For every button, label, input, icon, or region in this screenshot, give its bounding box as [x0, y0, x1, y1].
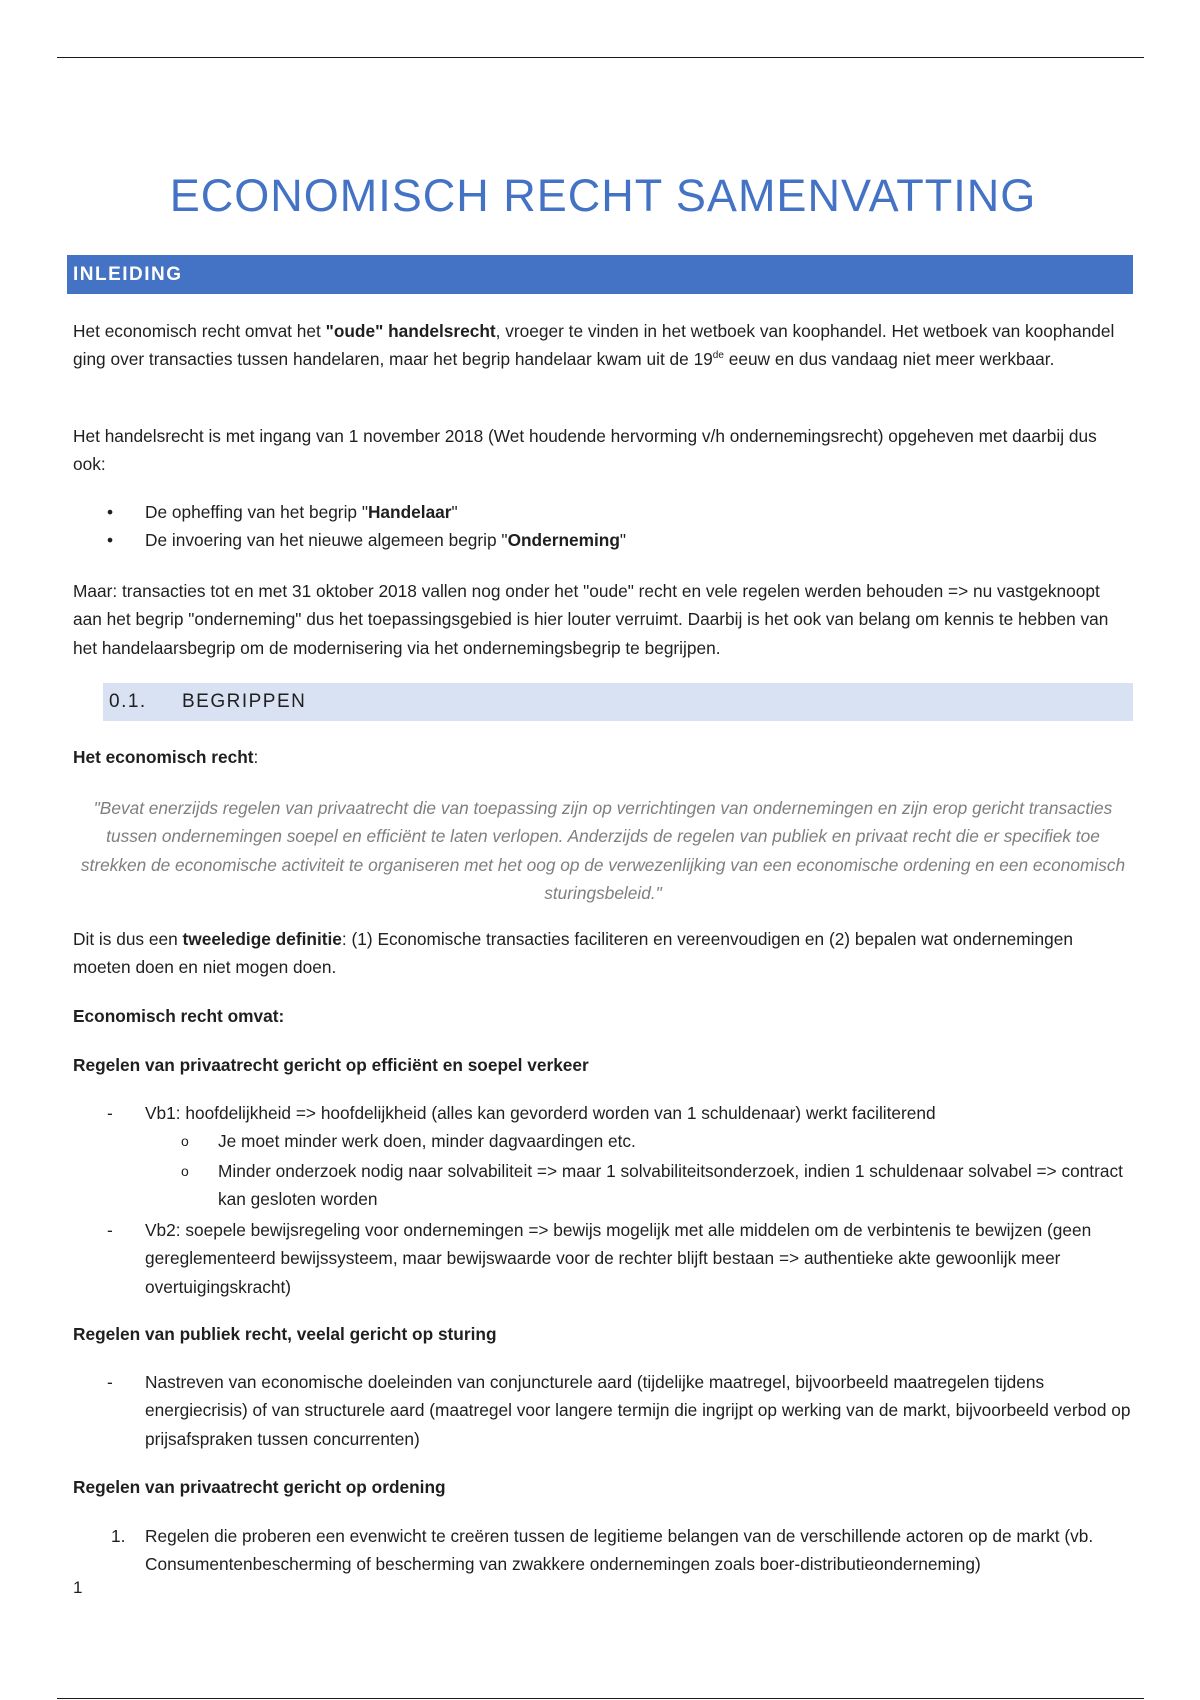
section-title-publiek-sturing: Regelen van publiek recht, veelal gericht op sturing — [73, 1324, 497, 1344]
omvat-label: Economisch recht omvat: — [73, 1006, 285, 1026]
bullet-item: • De opheffing van het begrip "Handelaar" — [107, 498, 1133, 526]
sub-list-item: o Je moet minder werk doen, minder dagvaardingen etc. — [181, 1127, 1133, 1155]
section-title-privaat-verkeer: Regelen van privaatrecht gericht op efficiënt en soepel verkeer — [73, 1055, 589, 1075]
sub-list-item: o Minder onderzoek nodig naar solvabiliteit => maar 1 solvabiliteitsonderzoek, indien 1 schuldenaar solvabel => contract kan gesloten worden — [181, 1157, 1133, 1214]
heading-number: 0.1. — [109, 691, 147, 712]
definition-quote: "Bevat enerzijds regelen van privaatrecht die van toepassing zijn op verrichtingen van ondernemingen en zijn erop gericht transacties tussen ondernemingen soepel en efficiënt te laten verlopen. Anderzijds de regelen van publiek en privaat recht die er specifiek toe strekken de economische activiteit te organiseren met het oog op de verwezenlijking van een economische ordening en een economisch sturingsbeleid." — [80, 798, 1126, 903]
heading-begrippen — [103, 683, 1133, 721]
header-rule — [57, 57, 1144, 58]
footer-rule — [57, 1698, 1144, 1699]
definition-explanation: Dit is dus een tweeledige definitie: (1) Economische transacties faciliteren en vereenvoudigen en (2) bepalen wat ondernemingen moeten doen en niet mogen doen. — [73, 929, 1073, 978]
intro-paragraph-2: Het handelsrecht is met ingang van 1 november 2018 (Wet houdende hervorming v/h ondernemingsrecht) opgeheven met daarbij dus ook: — [73, 426, 1097, 475]
list-number: 1. — [111, 1526, 126, 1546]
document-title: ECONOMISCH RECHT SAMENVATTING — [169, 170, 1037, 221]
intro-paragraph-1: Het economisch recht omvat het "oude" handelsrecht, vroeger te vinden in het wetboek van koophandel. Het wetboek van koophandel ging over transacties tussen handelaren, maar het begrip handelaar kwam uit de 19de eeuw en dus vandaag niet meer werkbaar. — [73, 321, 1115, 370]
circle-marker: o — [181, 1133, 189, 1149]
heading-inleiding: INLEIDING — [67, 255, 1133, 294]
dash-marker: - — [107, 1220, 113, 1240]
bullet-marker: • — [107, 530, 114, 550]
page-number: 1 — [73, 1578, 83, 1597]
intro-paragraph-3: Maar: transacties tot en met 31 oktober 2018 vallen nog onder het "oude" recht en vele regelen werden behouden => nu vastgeknoopt aan het begrip "onderneming" dus het toepassingsgebied is hier louter verruimt. Daarbij is het ook van belang om kennis te hebben van het handelaarsbegrip om de modernisering via het ondernemingsbegrip te begrijpen. — [73, 581, 1109, 658]
section-title-privaat-ordening: Regelen van privaatrecht gericht op ordening — [73, 1477, 446, 1497]
list-item-vb1: - Vb1: hoofdelijkheid => hoofdelijkheid (alles kan gevorderd worden van 1 schuldenaar) werkt faciliterend — [107, 1099, 1133, 1127]
definition-label: Het economisch recht: — [73, 747, 259, 767]
dash-marker: - — [107, 1372, 113, 1392]
circle-marker: o — [181, 1163, 189, 1179]
list-item-publiek: - Nastreven van economische doeleinden van conjuncturele aard (tijdelijke maatregel, bijvoorbeeld maatregelen tijdens energiecrisis) of van structurele aard (maatregel voor langere termijn die ingrijpt op werking van de markt, bijvoorbeeld verbod op prijsafspraken tussen concurrenten) — [107, 1368, 1133, 1453]
numbered-list-item: 1. Regelen die proberen een evenwicht te creëren tussen de legitieme belangen van de verschillende actoren op de markt (vb. Consumentenbescherming of bescherming van zwakkere ondernemingen zoals boer-distributieonderneming) — [111, 1522, 1133, 1579]
list-item-vb2: - Vb2: soepele bewijsregeling voor ondernemingen => bewijs mogelijk met alle middelen om de verbintenis te bewijzen (geen gereglementeerd bewijssysteem, maar bewijswaarde voor de rechter blijft bestaan => authentieke akte gewoonlijk meer overtuigingskracht) — [107, 1216, 1133, 1301]
bullet-item: • De invoering van het nieuwe algemeen begrip "Onderneming" — [107, 526, 1133, 554]
dash-marker: - — [107, 1103, 113, 1123]
heading-label: BEGRIPPEN — [182, 691, 307, 712]
bullet-marker: • — [107, 502, 114, 522]
